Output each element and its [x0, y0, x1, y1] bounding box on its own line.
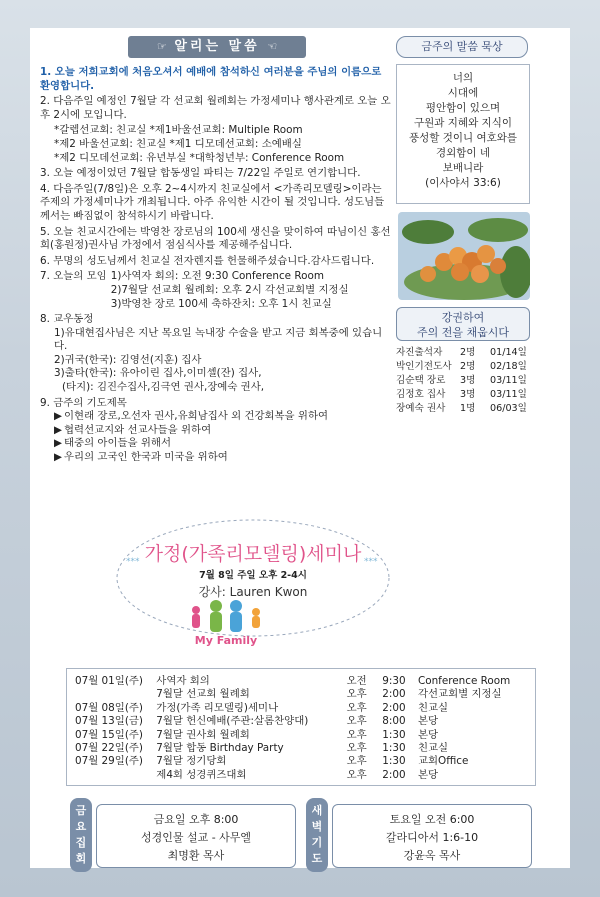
honor-title-line: 강권하여: [441, 311, 485, 324]
sched-event: 7월달 선교회 월례회: [156, 688, 250, 701]
sched-ampm: 오후: [346, 768, 367, 781]
notice-title: 알리는 말씀: [174, 39, 260, 54]
schedule-row: [75, 729, 527, 742]
sched-ampm: 오후: [346, 742, 367, 755]
meeting-line: 3)박영찬 장로 100세 축하잔치: 오후 1시 친교실: [110, 297, 332, 310]
verse-line: 너의: [452, 72, 474, 84]
sched-place: 본당: [417, 728, 439, 741]
mission-line: *제2 바울선교회: 친교실 *제1 디모데선교회: 소예배실: [54, 137, 302, 150]
prayer-item: ▶ 협력선교지와 선교사들을 위하여: [54, 424, 392, 438]
notice-item: 3. 오늘 예정이었던 7월달 합동생일 파티는 7/22일 주일로 연기합니다.: [40, 167, 361, 180]
seminar-title: 가정(가족리모델링)세미나: [144, 543, 362, 565]
prayer-item: ▶ 우리의 고국인 한국과 미국을 위하여: [54, 451, 392, 465]
sched-event: 7월달 정기당회: [156, 755, 227, 768]
notice-item: 5. 오늘 친교시간에는 박영찬 장로님의 100세 생신을 맞이하여 따님이신 홍선희(홍원정)권사님 가정에서 점심식사를 제공해주십니다.: [40, 225, 391, 252]
sched-time: 2:00: [382, 768, 406, 781]
sched-ampm: 오전: [346, 675, 367, 687]
sched-ampm: 오후: [346, 755, 367, 768]
sched-place: Conference Room: [417, 675, 511, 687]
schedule-table: [66, 668, 536, 786]
notice-item: 6. 무명의 성도님께서 친교실 전자렌지를 헌물해주셨습니다.감사드립니다.: [40, 254, 375, 267]
honor-count: 3명: [460, 389, 476, 400]
schedule-row: [75, 769, 527, 782]
friday-preacher: 최명환 목사: [167, 849, 225, 862]
honor-date: 01/14일: [490, 347, 527, 358]
sched-time: 2:00: [382, 701, 406, 714]
meeting-line: 2)7월달 선교회 월례회: 오후 2시 각선교회별 지정실: [110, 283, 349, 296]
verse-line: 구원과 지혜와 지식이: [414, 117, 512, 129]
honor-count: 1명: [460, 403, 476, 414]
mission-line: *제2 디모데선교회: 유년부실 *대학청년부: Conference Room: [54, 151, 345, 164]
family-label: My Family: [194, 634, 258, 647]
seminar-date: 7월 8일 주일 오후 2-4시: [199, 570, 307, 581]
sched-time: 1:30: [382, 728, 406, 741]
sched-time: 9:30: [382, 675, 406, 687]
hand-left-icon: ☞: [156, 40, 167, 53]
dawn-time: 토요일 오전 6:00: [389, 813, 475, 826]
honor-date: 06/03일: [490, 403, 527, 414]
verse-line: 평안함이 있으며: [425, 102, 501, 114]
sched-event: 7월달 권사회 월례회: [156, 728, 250, 741]
schedule-row: [75, 755, 527, 768]
sched-place: 친교실: [417, 701, 449, 714]
meditation-title: 금주의 말씀 묵상: [396, 36, 528, 58]
sched-date: 07월 29일(주): [75, 755, 143, 768]
honor-date: 03/11일: [490, 389, 527, 400]
meeting-block: [40, 270, 392, 311]
friday-tag: 금 요 집 회: [70, 798, 92, 872]
move-line: 1)유대현집사님은 지난 목요일 녹내장 수술을 받고 지금 회복중에 있습니다.: [54, 326, 383, 353]
schedule-row: [75, 715, 527, 728]
svg-text:***: ***: [364, 557, 378, 567]
sched-ampm: 오후: [346, 728, 367, 741]
sched-event: 사역자 회의: [156, 675, 210, 687]
sched-date: 07월 01일(주): [75, 675, 143, 687]
verse-line: 풍성할 것이니 여호와를: [408, 132, 518, 144]
honor-title-line: 주의 전을 채웁시다: [416, 326, 509, 339]
honor-date: 02/18일: [490, 361, 527, 372]
notice-item: 4. 다음주일(7/8일)은 오후 2~4시까지 친교실에서 <가족리모델링>이라는 주제의 가정세미나가 개최됩니다. 아주 유익한 시간이 될 것입니다. 성도님들께서는 빠짐없이 참석하시기 바랍니다.: [40, 182, 385, 222]
friday-time: 금요일 오후 8:00: [153, 813, 239, 826]
sched-event: 가정(가족 리모델링)세미나: [156, 701, 279, 714]
honor-row: [396, 346, 530, 360]
verse-line: 보배니라: [442, 162, 484, 174]
meeting-line: 1)사역자 회의: 오전 9:30 Conference Room: [110, 270, 324, 283]
honor-title: [396, 307, 530, 341]
sched-ampm: 오후: [346, 688, 367, 701]
sched-time: 2:00: [382, 688, 406, 701]
move-line: (타지): 김진수집사,김극연 권사,장예숙 권사,: [62, 381, 265, 394]
schedule-row: [75, 675, 527, 688]
move-title: 8. 교우동정: [40, 313, 94, 326]
sched-date: 07월 22일(주): [75, 742, 143, 755]
mission-line: *갈렙선교회: 친교실 *제1바울선교회: Multiple Room: [54, 124, 303, 137]
sched-date: 07월 13일(금): [75, 715, 143, 728]
hand-right-icon: ☜: [267, 40, 278, 53]
verse-line: 시대에: [447, 87, 479, 99]
honor-count: 2명: [460, 347, 476, 358]
notice-item: 1. 오늘 저희교회에 처음오셔서 예배에 참석하신 여러분을 주님의 이름으로 환영합니다.: [40, 66, 382, 92]
prayer-title: 9. 금주의 기도제목: [40, 396, 127, 409]
dawn-topic: 갈라디아서 1:6-10: [385, 831, 479, 844]
honor-name: 김순택 장로: [396, 375, 446, 386]
honor-name: 김정호 집사: [396, 389, 446, 400]
sched-event: 7월달 헌신예배(주관:살롬찬양대): [156, 715, 309, 728]
svg-text:***: ***: [126, 557, 140, 567]
sched-time: 1:30: [382, 755, 406, 768]
move-line: 3)출타(한국): 유아이린 집사,이미셸(잔) 집사,: [54, 367, 262, 380]
sched-place: 각선교회별 지정실: [417, 688, 502, 701]
verse-line: 경외함이 네: [435, 147, 491, 159]
sched-date: 07월 08일(주): [75, 701, 143, 714]
schedule-row: [75, 688, 527, 701]
dawn-box: [332, 804, 532, 868]
honor-name: 장예숙 권사: [396, 403, 446, 414]
sched-date: [75, 688, 156, 701]
honor-count: 3명: [460, 375, 476, 386]
meeting-intro: 7. 오늘의 모임: [40, 270, 107, 283]
honor-row: [396, 402, 530, 416]
friday-box: [96, 804, 296, 868]
schedule-row: [75, 742, 527, 755]
sched-place: 교회Office: [417, 755, 469, 768]
sched-place: 본당: [417, 715, 439, 728]
sched-date: 07월 15일(주): [75, 728, 143, 741]
honor-name: 박인기전도사: [396, 361, 452, 372]
sched-ampm: 오후: [346, 701, 367, 714]
verse-box: [396, 64, 530, 204]
honor-row: [396, 374, 530, 388]
move-line: 2)귀국(한국): 김영선(지훈) 집사: [54, 353, 202, 366]
sched-date: [75, 769, 156, 782]
honor-date: 03/11일: [490, 375, 527, 386]
honor-list: [396, 346, 530, 416]
sched-time: 8:00: [382, 715, 406, 728]
notice-header: [128, 36, 306, 58]
seminar-banner: [112, 514, 394, 654]
seminar-speaker: 강사: Lauren Kwon: [198, 585, 308, 599]
prayer-item: ▶ 태중의 아이들을 위해서: [54, 437, 392, 451]
notice-item: 2. 다음주일 예정인 7월달 각 선교회 월례회는 가정세미나 행사관계로 오늘 오후 2시에 모입니다.: [40, 95, 391, 121]
sched-time: 1:30: [382, 742, 406, 755]
notice-list: [40, 66, 392, 465]
schedule-row: [75, 702, 527, 715]
honor-row: [396, 388, 530, 402]
sched-place: 본당: [417, 768, 439, 781]
apricot-photo: [398, 212, 530, 300]
honor-name: 자진출석자: [396, 347, 443, 358]
honor-count: 2명: [460, 361, 476, 372]
verse-line: (이사야서 33:6): [425, 177, 501, 189]
prayer-item: ▶ 이현래 장로,오선자 권사,유희남집사 외 건강회복을 위하여: [54, 410, 392, 424]
dawn-preacher: 강윤옥 목사: [403, 849, 461, 862]
sched-event: 제4회 성경퀴즈대회: [156, 768, 247, 781]
sched-place: 친교실: [417, 742, 449, 755]
sched-ampm: 오후: [346, 715, 367, 728]
friday-topic: 성경인물 설교 - 사무엘: [140, 831, 252, 844]
dawn-tag: 새 벽 기 도: [306, 798, 328, 872]
sched-event: 7월달 합동 Birthday Party: [156, 742, 284, 755]
honor-row: [396, 360, 530, 374]
